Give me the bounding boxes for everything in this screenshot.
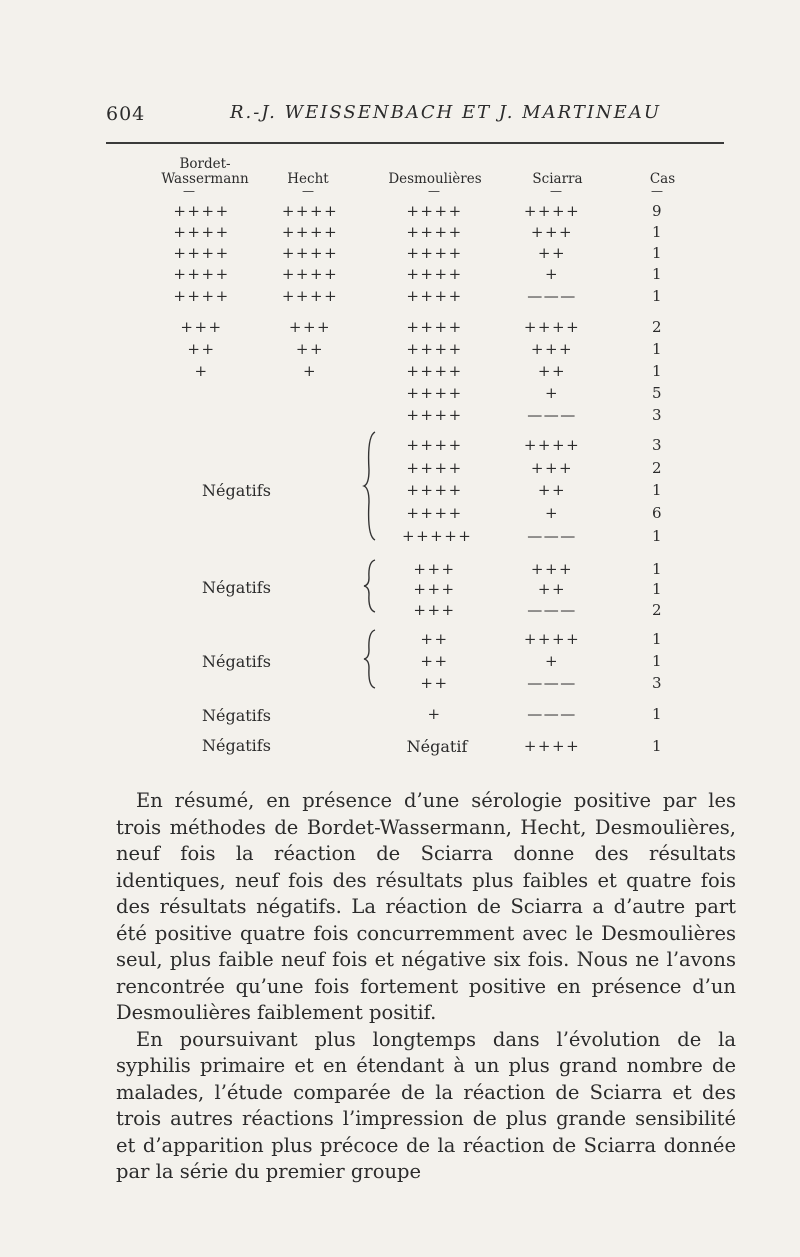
cell-sciarra: +++ [530,459,574,477]
cell-hecht: ++++ [281,223,339,241]
cell-hecht: ++ [295,340,325,358]
cell-sciarra: ——— [527,705,577,723]
cell-desmoulieres: +++ [413,580,456,598]
brace-bracket [362,558,378,614]
cell-desmoulieres: ++++ [406,202,463,220]
column-header-bordet-wassermann: Bordet- Wassermann [161,156,249,187]
cell-cas: 2 [652,601,662,619]
cell-hecht: ++++ [281,265,339,283]
cell-desmoulieres: ++ [420,630,449,648]
cell-sciarra: + [544,265,560,283]
cell-cas: 1 [652,362,662,380]
cell-desmoulieres: ++++ [406,340,463,358]
cell-sciarra: + [544,504,560,522]
cell-desmoulieres: ++++ [406,318,463,336]
cell-desmoulieres: ++++ [406,459,463,477]
cell-desmoulieres: ++++ [406,265,463,283]
cell-desmoulieres: ++++ [406,244,463,262]
cell-cas: 1 [652,244,662,262]
cell-sciarra: ——— [527,406,577,424]
brace-bracket [362,628,378,690]
cell-hecht: +++ [288,318,332,336]
cell-bordet-wassermann: ++++ [173,223,230,241]
column-separator: — [651,184,663,198]
cell-sciarra: ++++ [523,318,581,336]
cell-sciarra: ——— [527,287,577,305]
cell-cas: 2 [652,459,662,477]
column-separator: — [302,184,314,198]
body-text [116,788,736,1186]
cell-sciarra: ++++ [523,737,581,755]
cell-sciarra: ++ [537,244,567,262]
cell-cas: 9 [652,202,662,220]
cell-sciarra: ——— [527,674,577,692]
cell-cas: 1 [652,630,662,648]
cell-desmoulieres: ++++ [406,287,463,305]
cell-desmoulieres: Négatif [406,737,468,756]
cell-desmoulieres: ++++ [406,406,463,424]
cell-sciarra: ++++ [523,630,581,648]
cell-bordet-wassermann: ++ [187,340,216,358]
group-label-negatifs: Négatifs [202,481,271,500]
cell-sciarra: ++++ [523,436,581,454]
cell-hecht: + [302,362,318,380]
cell-sciarra: +++ [530,223,574,241]
header-rule [106,142,724,144]
group-label-negatifs: Négatifs [202,736,271,755]
cell-sciarra: ——— [527,527,577,545]
brace-bracket [362,430,378,542]
cell-sciarra: + [544,652,560,670]
cell-desmoulieres: ++ [420,674,449,692]
cell-cas: 1 [652,737,662,755]
cell-hecht: ++++ [281,202,339,220]
cell-bordet-wassermann: + [194,362,209,380]
paragraph: En poursuivant plus longtemps dans l’évolution de la syphilis primaire et en étendant à un plus grand nombre de malades, l’étude comparée de la réaction de Sciarra et des trois autres réactions l’impression de plus grande sensibilité et d’apparition plus précoce de la réaction de Sciarra donnée par la série du premier groupe [116,1027,736,1183]
group-label-negatifs: Négatifs [202,706,271,725]
cell-desmoulieres: ++++ [406,223,463,241]
cell-hecht: ++++ [281,244,339,262]
cell-cas: 2 [652,318,662,336]
cell-cas: 1 [652,223,662,241]
cell-desmoulieres: + [427,705,442,723]
cell-bordet-wassermann: ++++ [173,287,230,305]
cell-cas: 1 [652,265,662,283]
cell-cas: 1 [652,481,662,499]
paragraph: En résumé, en présence d’une sérologie positive par les trois méthodes de Bordet-Wassermann, Hecht, Desmoulières, neuf fois la réaction de Sciarra donne des résultats identiques, neuf fois des résultats plus faibles et quatre fois des résultats négatifs. La réaction de Sciarra a d’autre part été positive quatre fois concurremment avec le Desmoulières seul, plus faible neuf fois et négative six fois. Nous ne l’avons rencontrée qu’une fois fortement positive en présence d’un Desmoulières faiblement positif. [116,789,736,1024]
running-title: R.-J. WEISSENBACH ET J. MARTINEAU [230,102,661,123]
column-header-hecht: Hecht [287,171,329,187]
cell-cas: 1 [652,560,662,578]
cell-bordet-wassermann: ++++ [173,265,230,283]
cell-cas: 1 [652,652,662,670]
cell-desmoulieres: ++++ [406,481,463,499]
cell-cas: 5 [652,384,662,402]
cell-bordet-wassermann: +++ [180,318,223,336]
cell-cas: 3 [652,674,662,692]
cell-desmoulieres: ++++ [406,436,463,454]
cell-sciarra: +++ [530,340,574,358]
cell-hecht: ++++ [281,287,339,305]
cell-sciarra: ++ [537,362,567,380]
page-number: 604 [106,103,146,125]
cell-cas: 1 [652,340,662,358]
cell-desmoulieres: ++++ [406,384,463,402]
column-header-cas: Cas [649,171,676,187]
cell-sciarra: ++ [537,580,567,598]
cell-cas: 1 [652,287,662,305]
cell-cas: 3 [652,436,662,454]
cell-desmoulieres: +++++ [402,527,473,545]
cell-desmoulieres: ++++ [406,362,463,380]
column-header-desmoulieres: Desmoulières [388,171,482,187]
cell-desmoulieres: ++ [420,652,449,670]
cell-desmoulieres: +++ [413,560,456,578]
cell-cas: 1 [652,580,662,598]
cell-cas: 3 [652,406,662,424]
cell-desmoulieres: ++++ [406,504,463,522]
cell-cas: 6 [652,504,662,522]
column-separator: — [428,184,440,198]
cell-desmoulieres: +++ [413,601,456,619]
column-separator: — [550,184,562,198]
cell-sciarra: ——— [527,601,577,619]
cell-bordet-wassermann: ++++ [173,244,230,262]
cell-sciarra: ++++ [523,202,581,220]
cell-sciarra: + [544,384,560,402]
column-separator: — [183,184,195,198]
group-label-negatifs: Négatifs [202,652,271,671]
cell-sciarra: +++ [530,560,574,578]
group-label-negatifs: Négatifs [202,578,271,597]
column-header-sciarra: Sciarra [532,171,583,187]
cell-bordet-wassermann: ++++ [173,202,230,220]
cell-sciarra: ++ [537,481,567,499]
cell-cas: 1 [652,705,662,723]
cell-cas: 1 [652,527,662,545]
